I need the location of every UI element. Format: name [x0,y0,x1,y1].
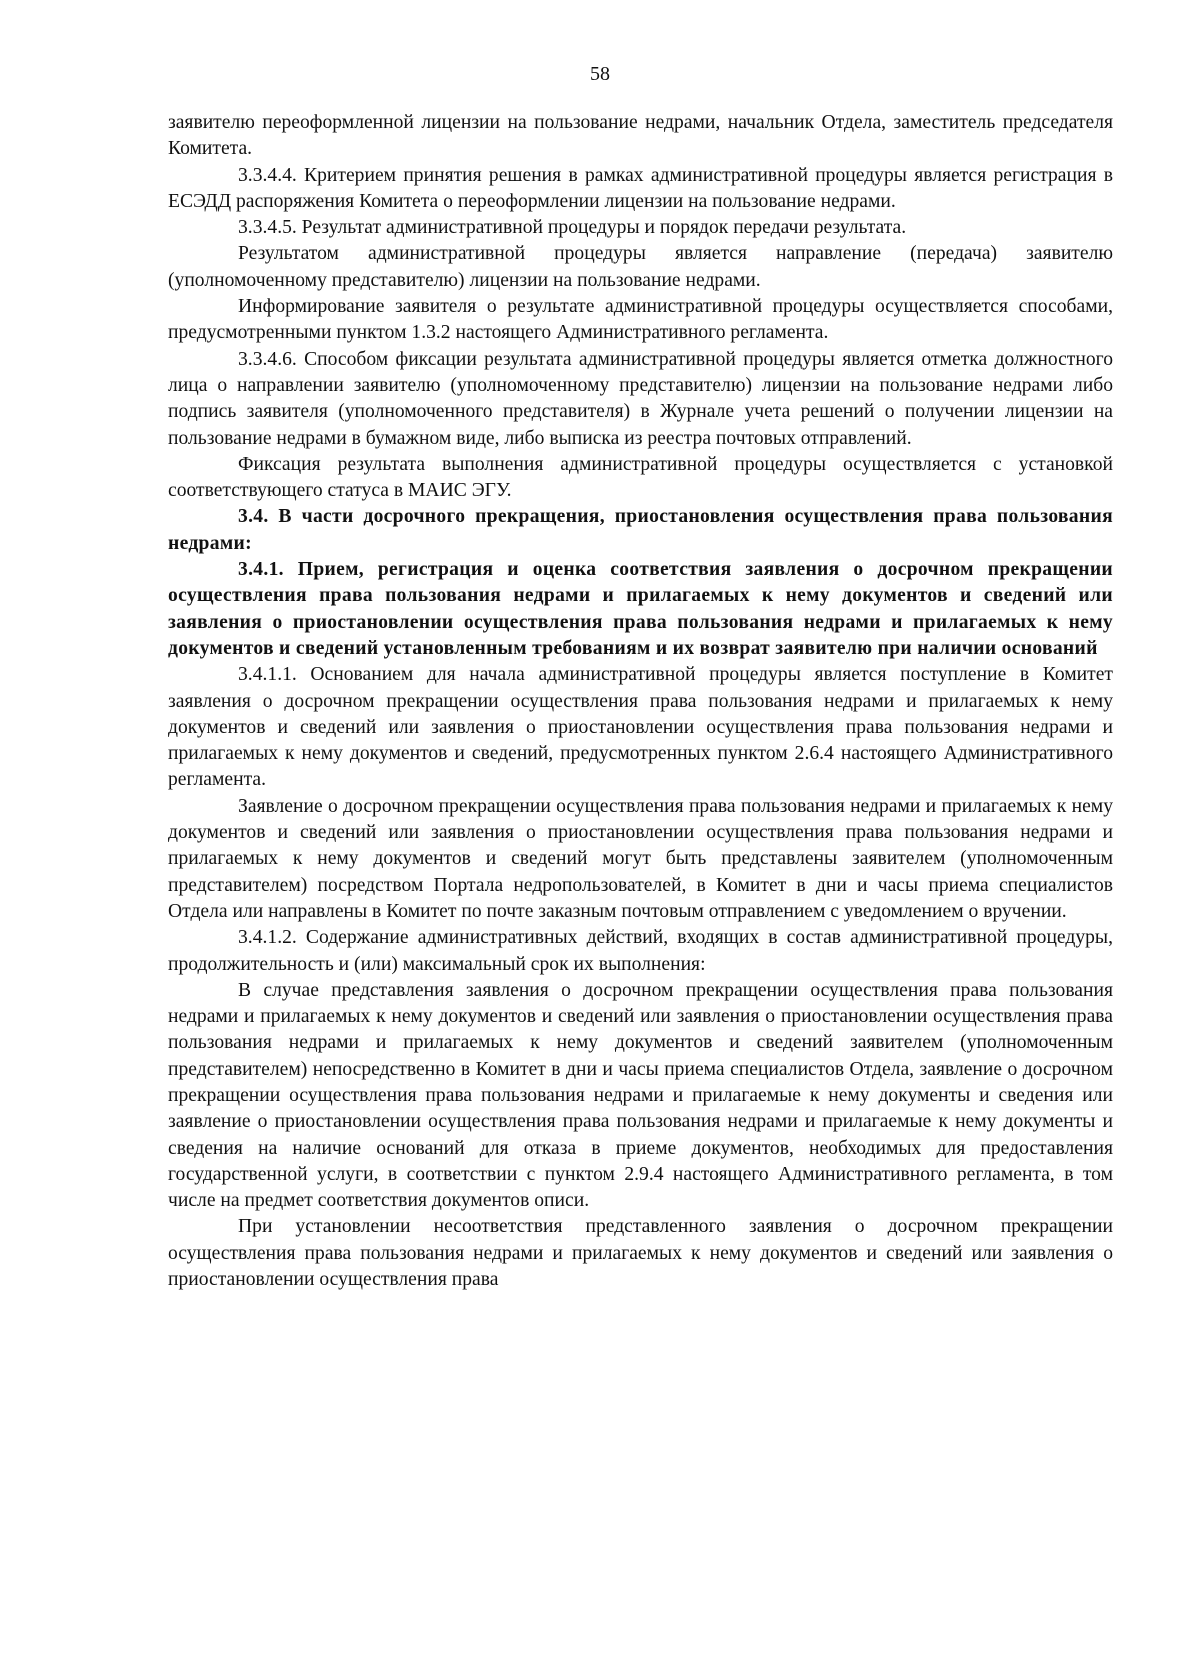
paragraph-result: Результатом административной процедуры является направление (передача) заявителю (уполномоченному представителю) лицензии на пользование недрами. [168,243,1113,291]
document-body [168,110,1113,1293]
paragraph-fixation: Фиксация результата выполнения административной процедуры осуществляется с установкой соответствующего статуса в МАИС ЭГУ. [168,453,1113,502]
page-number: 58 [590,63,610,85]
paragraph-application: Заявление о досрочном прекращении осуществления права пользования недрами и прилагаемых к нему документов и сведений или заявления о приостановлении осуществления права пользования недрами и прилагаемых к нему документов и сведений могут быть представлены заявителем (уполномоченным представителем) посредством Портала недропользователей, в Комитет в дни и часы приема специалистов Отдела или направлены в Комитет по почте заказным почтовым отправлением с уведомлением о вручении. [168,795,1113,922]
paragraph-continuation: заявителю переоформленной лицензии на пользование недрами, начальник Отдела, заместитель председателя Комитета. [168,112,1113,160]
paragraph-3-4-1-1: 3.4.1.1. Основанием для начала административной процедуры является поступление в Комитет заявления о досрочном прекращении осуществления права пользования недрами и прилагаемых к нему документов и сведений или заявления о приостановлении осуществления права пользования недрами и прилагаемых к нему документов и сведений, предусмотренных пунктом 2.6.4 настоящего Административного регламента. [168,664,1113,791]
subsection-heading-3-4-1: 3.4.1. Прием, регистрация и оценка соответствия заявления о досрочном прекращении осуществления права пользования недрами и прилагаемых к нему документов и сведений или заявления о приостановлении осуществления права пользования недрами и прилагаемых к нему документов и сведений установленным требованиям и их возврат заявителю при наличии оснований [168,559,1113,659]
paragraph-informing: Информирование заявителя о результате административной процедуры осуществляется способами, предусмотренными пунктом 1.3.2 настоящего Административного регламента. [168,296,1113,344]
paragraph-3-3-4-5: 3.3.4.5. Результат административной процедуры и порядок передачи результата. [238,217,907,239]
section-heading-3-4: 3.4. В части досрочного прекращения, приостановления осуществления права пользования недрами: [168,506,1113,554]
paragraph-3-3-4-6: 3.3.4.6. Способом фиксации результата административной процедуры является отметка должностного лица о направлении заявителю (уполномоченному представителю) лицензии на пользование недрами либо подпись заявителя (уполномоченного представителя) в Журнале учета решений о получении лицензии на пользование недрами в бумажном виде, либо выписка из реестра почтовых отправлений. [168,348,1113,449]
paragraph-in-case: В случае представления заявления о досрочном прекращении осуществления права пользования недрами и прилагаемых к нему документов и сведений или заявления о приостановлении осуществления права пользования недрами и прилагаемых к нему документов и сведений заявителем (уполномоченным представителем) непосредственно в Комитет в дни и часы приема специалистов Отдела, заявление о досрочном прекращении осуществления права пользования недрами и прилагаемые к нему документы и сведения или заявление о приостановлении осуществления права пользования недрами и прилагаемые к нему документы и сведения на наличие оснований для отказа в приеме документов, необходимых для предоставления государственной услуги, в соответствии с пунктом 2.9.4 настоящего Административного регламента, в том числе на предмет соответствия документов описи. [168,979,1113,1212]
paragraph-3-4-1-2: 3.4.1.2. Содержание административных действий, входящих в состав административной процедуры, продолжительность и (или) максимальный срок их выполнения: [168,927,1113,975]
paragraph-upon-discrepancy: При установлении несоответствия представленного заявления о досрочном прекращении осуществления права пользования недрами и прилагаемых к нему документов и сведений или заявления о приостановлении осуществления права [168,1216,1113,1291]
paragraph-3-3-4-4: 3.3.4.4. Критерием принятия решения в рамках административной процедуры является регистрация в ЕСЭДД распоряжения Комитета о переоформлении лицензии на пользование недрами. [168,164,1113,212]
